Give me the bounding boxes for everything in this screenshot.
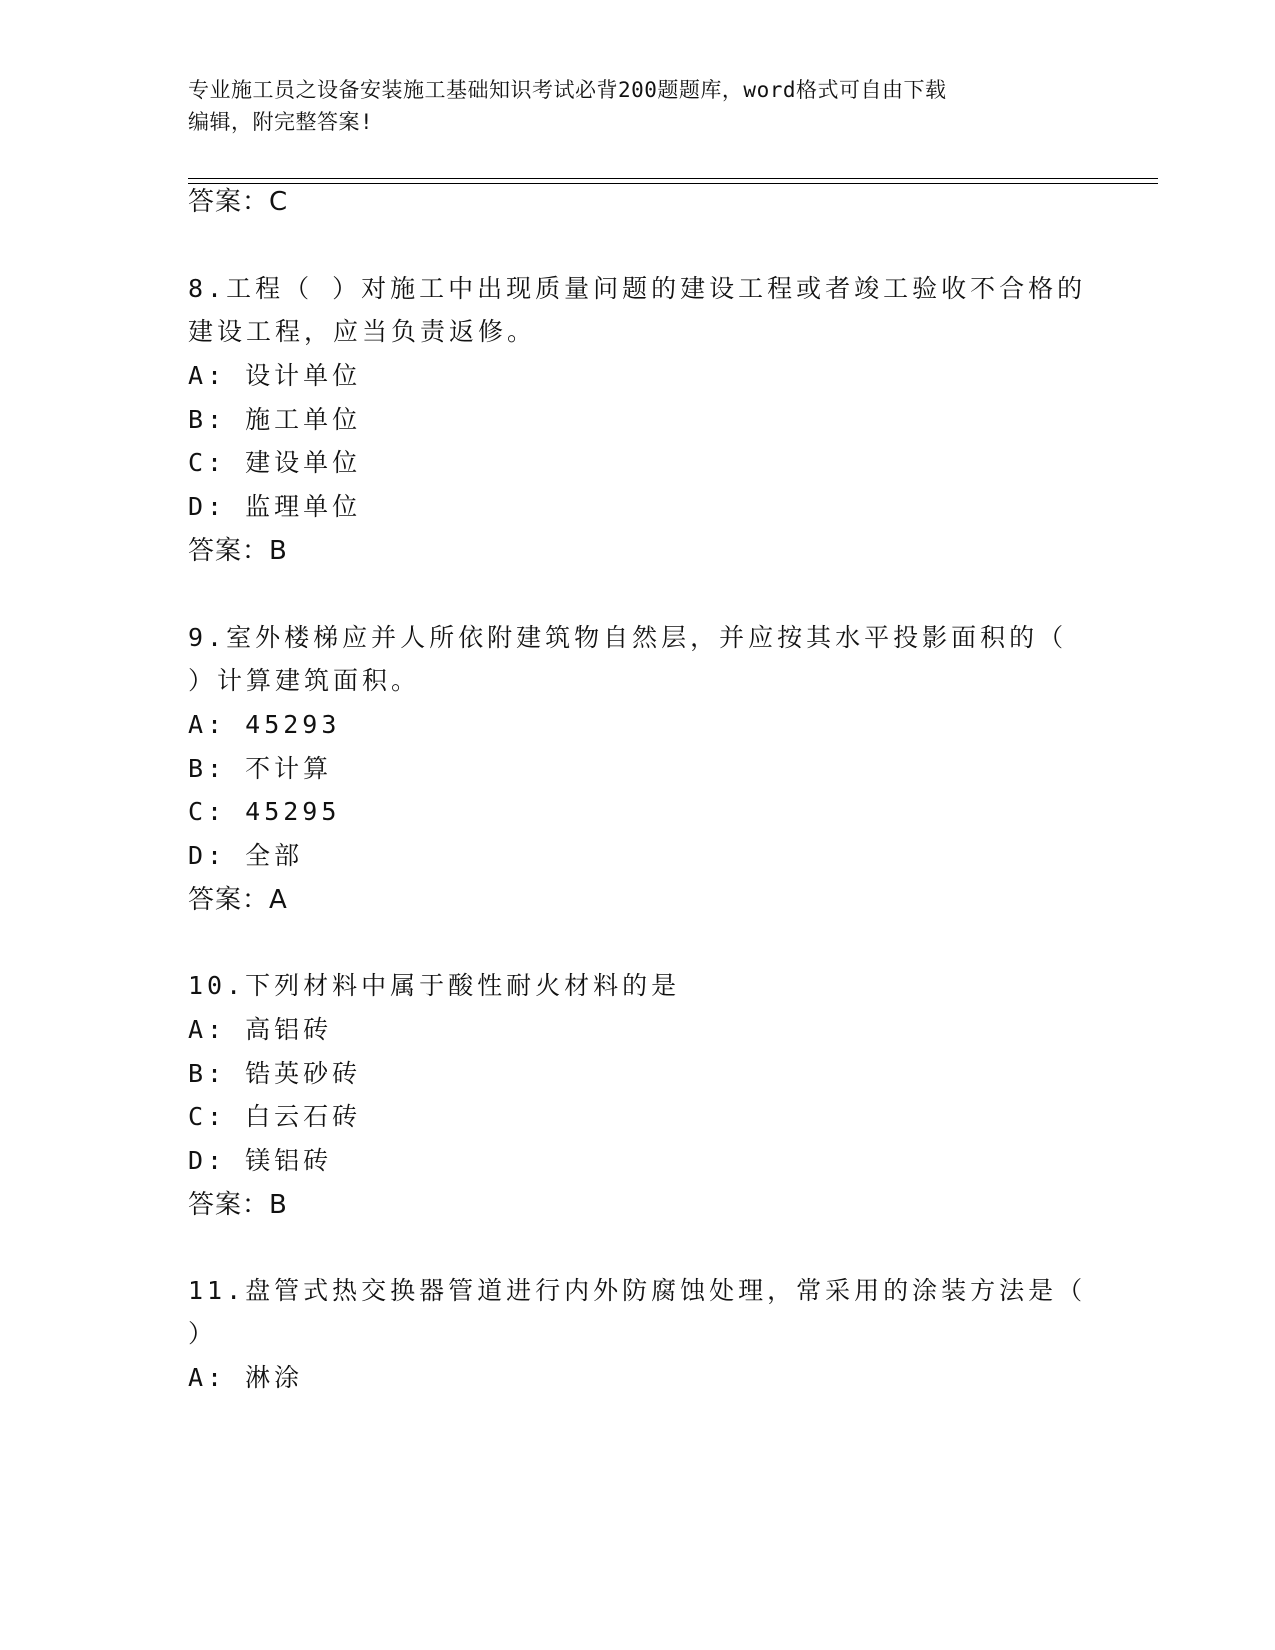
q9-option-d: D: 全部 bbox=[188, 841, 304, 870]
document-header bbox=[188, 74, 1068, 138]
q9-answer: 答案：A bbox=[188, 885, 288, 915]
q8-stem-line-1: 8.工程（ ）对施工中出现质量问题的建设工程或者竣工验收不合格的 bbox=[188, 274, 1087, 303]
q11-option-a: A: 淋涂 bbox=[188, 1363, 304, 1392]
header-rule-bottom bbox=[188, 183, 1158, 184]
q10-option-d: D: 镁铝砖 bbox=[188, 1146, 333, 1175]
q10-option-a: A: 高铝砖 bbox=[188, 1015, 333, 1044]
q10-stem-line-1: 10.下列材料中属于酸性耐火材料的是 bbox=[188, 971, 681, 1000]
q9-stem-line-1: 9.室外楼梯应并人所依附建筑物自然层，并应按其水平投影面积的（ bbox=[188, 623, 1068, 652]
q10-answer: 答案：B bbox=[188, 1190, 288, 1220]
q8-option-c: C: 建设单位 bbox=[188, 448, 362, 477]
q10-option-c: C: 白云石砖 bbox=[188, 1102, 362, 1131]
q10-option-b: B: 锆英砂砖 bbox=[188, 1059, 362, 1088]
q9-option-b: B: 不计算 bbox=[188, 754, 333, 783]
q8-option-b: B: 施工单位 bbox=[188, 405, 362, 434]
header-line-2: 编辑，附完整答案! bbox=[188, 110, 374, 134]
q11-stem-line-2: ） bbox=[188, 1319, 218, 1348]
answer-q7: 答案：C bbox=[188, 187, 289, 217]
q11-stem-line-1: 11.盘管式热交换器管道进行内外防腐蚀处理，常采用的涂装方法是（ bbox=[188, 1276, 1087, 1305]
header-line-1: 专业施工员之设备安装施工基础知识考试必背200题题库，word格式可自由下载 bbox=[188, 78, 947, 102]
q9-option-a: A: 45293 bbox=[188, 710, 341, 739]
q9-option-c: C: 45295 bbox=[188, 797, 341, 826]
q8-answer: 答案：B bbox=[188, 536, 288, 566]
q9-stem-line-2: ）计算建筑面积。 bbox=[188, 666, 421, 695]
q8-option-d: D: 监理单位 bbox=[188, 492, 362, 521]
header-rule-top bbox=[188, 178, 1158, 179]
q8-stem-line-2: 建设工程，应当负责返修。 bbox=[188, 317, 537, 346]
q8-option-a: A: 设计单位 bbox=[188, 361, 362, 390]
